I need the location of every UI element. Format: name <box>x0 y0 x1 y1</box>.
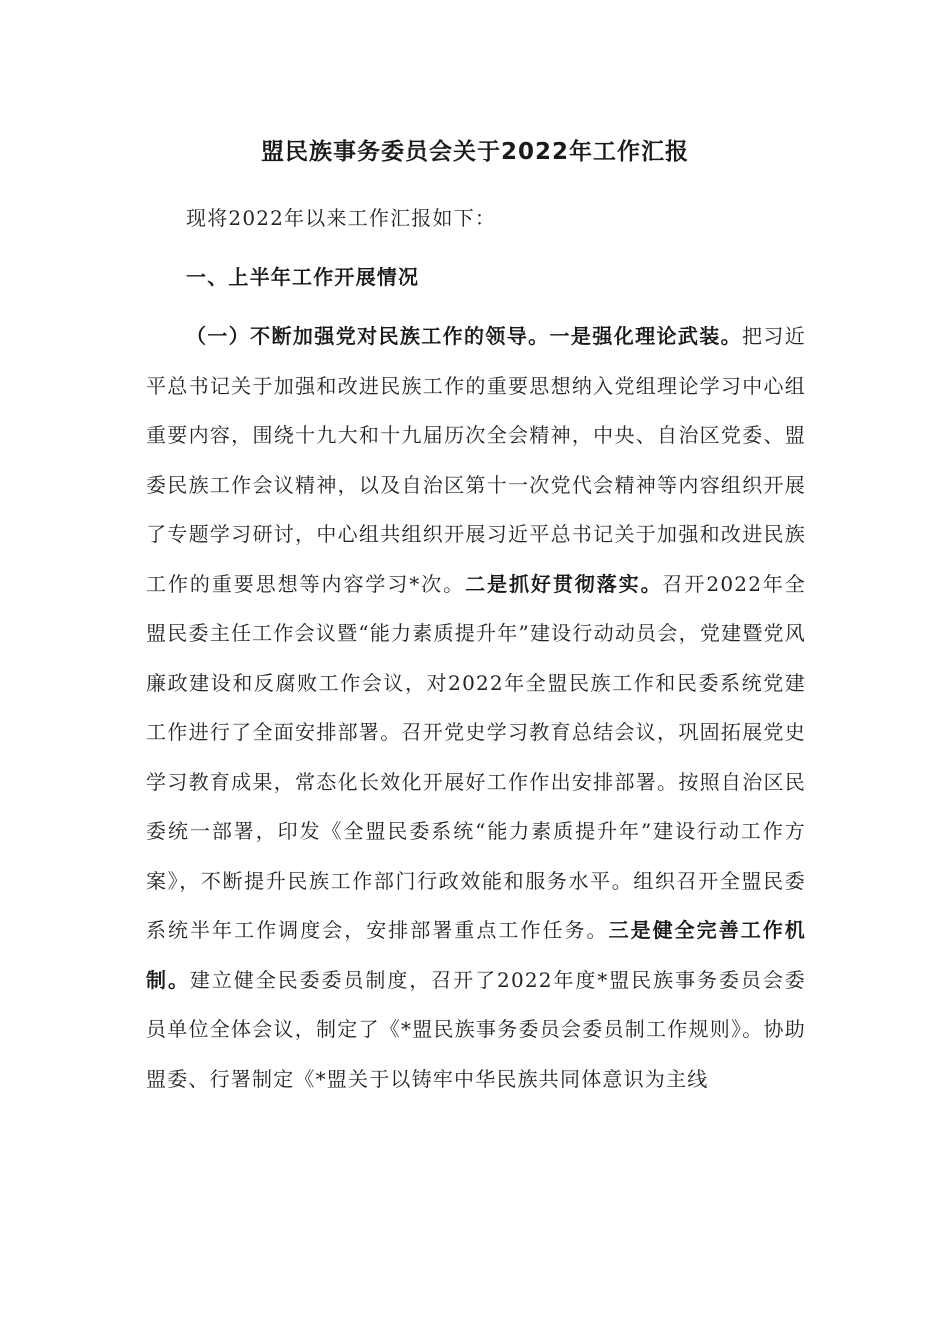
point2-label: 二是抓好贯彻落实。 <box>465 571 663 596</box>
intro-paragraph: 现将2022年以来工作汇报如下： <box>186 206 497 230</box>
body-paragraph <box>146 312 806 1162</box>
point2-text: 召开2022年全盟民委主任工作会议暨“能力素质提升年”建设行动动员会，党建暨党风廉政建设和反腐败工作会议，对2022年全盟民族工作和民委系统党建工作进行了全面安排部署。召开党史学习教育总结会议，巩固拓展党史学习教育成果，常态化长效化开展好工作作出安排部署。按照自治区民委统一部署，印发《全盟民委系统“能力素质提升年”建设行动工作方案》，不断提升民族工作部门行政效能和服务水平。组织召开全盟民委系统半年工作调度会，安排部署重点工作任务。 <box>146 571 806 942</box>
section-heading: 一、上半年工作开展情况 <box>186 265 420 289</box>
point1-text: 把习近平总书记关于加强和改进民族工作的重要思想纳入党组理论学习中心组重要内容，围绕十九大和十九届历次全会精神，中央、自治区党委、盟委民族工作会议精神，以及自治区第十一次党代会精神等内容组织开展了专题学习研讨，中心组共组织开展习近平总书记关于加强和改进民族工作的重要思想等内容学习*次。 <box>146 324 806 596</box>
point3-text: 建立健全民委委员制度，召开了2022年度*盟民族事务委员会委员单位全体会议，制定了《*盟民族事务委员会委员制工作规则》。协助盟委、行署制定《*盟关于以铸牢中华民族共同体意识为主线 <box>146 967 806 1091</box>
point1-label: 一是强化理论武装。 <box>549 324 743 348</box>
document-title: 盟民族事务委员会关于2022年工作汇报 <box>260 139 689 165</box>
point3-label: 三是健全完善工作机制。 <box>146 918 806 992</box>
subheading-text: （一）不断加强党对民族工作的领导。 <box>186 324 550 348</box>
